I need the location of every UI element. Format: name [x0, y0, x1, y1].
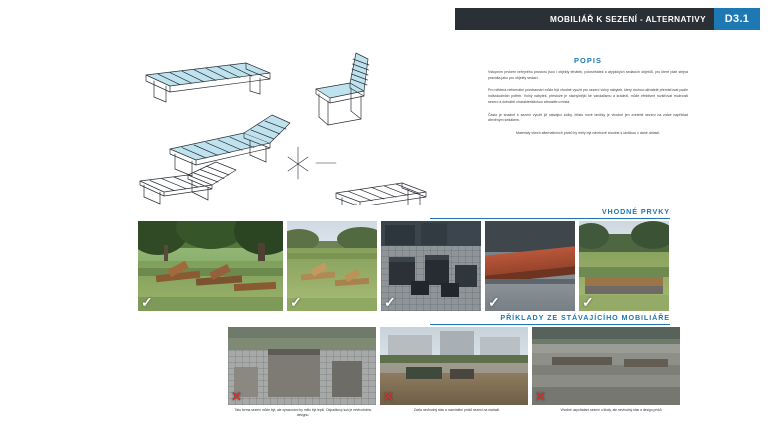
divider-existing	[430, 324, 670, 325]
document-header	[455, 8, 760, 30]
photo-loungers-park	[138, 221, 283, 311]
check-icon: ✓	[488, 294, 500, 310]
sketch-dimension-marks	[288, 147, 336, 179]
photo-wall-bench-park	[579, 221, 669, 311]
section-title-suitable	[430, 207, 670, 219]
photo-stepped-seating-scene	[532, 327, 680, 405]
cross-icon: ✕	[383, 389, 394, 404]
sketch-illustrations	[120, 45, 450, 205]
caption-stepped-seating: Vhodné uspořádání sezení u školy, ale nevhodný stav a design prvků	[560, 408, 662, 412]
description-paragraph-4: Materiály všech alternativních prvků by měly být návrhově shodné s lavičkou v dané oblasti.	[516, 131, 660, 136]
sketch-deck-chair	[140, 162, 236, 204]
sketch-long-bench	[146, 63, 270, 102]
photo-concrete-block-seat	[228, 327, 376, 405]
photo-stepped-seating	[532, 327, 680, 405]
photo-strip-suitable	[138, 221, 669, 311]
description-block	[488, 56, 688, 144]
check-icon: ✓	[141, 294, 153, 310]
sketch-chair	[316, 53, 369, 125]
cross-icon: ✕	[535, 389, 546, 404]
photo-loungers-lawn	[287, 221, 377, 311]
furniture-sketches-svg	[120, 45, 450, 205]
page-title: MOBILIÁŘ K SEZENÍ - ALTERNATIVY	[550, 14, 706, 24]
photo-free-furniture-scene	[381, 221, 481, 311]
photo-wall-seat-wood	[485, 221, 575, 311]
description-paragraph-1: Vstupním prvkem veřejného prostoru jsou i objekty lehátek, polosehátek a atypických sedacích objektů, pro které platí stejná pravidla jako pro objekty sedací.	[488, 70, 688, 80]
cross-icon: ✕	[231, 389, 242, 404]
section-title-suitable-label: VHODNÉ PRVKY	[601, 207, 670, 216]
divider-suitable	[430, 218, 670, 219]
caption-concrete-block: Tato forma sezení může být, ale zpracování by mělo být lepší. Odpadkový koš je nevhodného designu.	[234, 408, 372, 418]
check-icon: ✓	[290, 294, 302, 310]
section-title-existing-label: PŘÍKLADY ZE STÁVAJÍCÍHO MOBILIÁŘE	[500, 313, 670, 322]
description-paragraph-3: Často je snadné k sezení využít již stávající zídky. Místo nové lavičky je vhodné jen zvelebit sezení na zídce například dřevěným sedákem.	[488, 112, 688, 123]
photo-free-furniture-chairs	[381, 221, 481, 311]
existing-captions	[228, 406, 686, 418]
photo-wooden-platform	[380, 327, 528, 405]
sheet-code-badge: D3.1	[714, 8, 760, 30]
check-icon: ✓	[384, 294, 396, 310]
check-icon: ✓	[582, 294, 594, 310]
sketch-plain-bench	[336, 183, 426, 205]
photo-loungers-park-scene	[138, 221, 283, 311]
caption-wooden-platform: Zcela nevhodný stav a rozmístění prvků sezení na nádraží.	[413, 408, 501, 412]
photo-concrete-block-scene	[228, 327, 376, 405]
description-paragraph-2: Pro některá neformální prostranství může být vhodné využít pro sezení volný nábytek, který mohou uživatelé přemisťovat podle individuálních potřeb. Volný nábytek, přestože je náchylnější ke vandalismu a krádeži, může efektivně rozšiřovat možnosti sezení a dotvářet charakteristickou atmosféru místa.	[488, 88, 688, 104]
sketch-lounger	[170, 115, 290, 176]
description-title: POPIS	[573, 56, 603, 65]
photo-strip-existing	[228, 327, 680, 405]
photo-wooden-platform-scene	[380, 327, 528, 405]
section-title-existing	[430, 313, 670, 325]
